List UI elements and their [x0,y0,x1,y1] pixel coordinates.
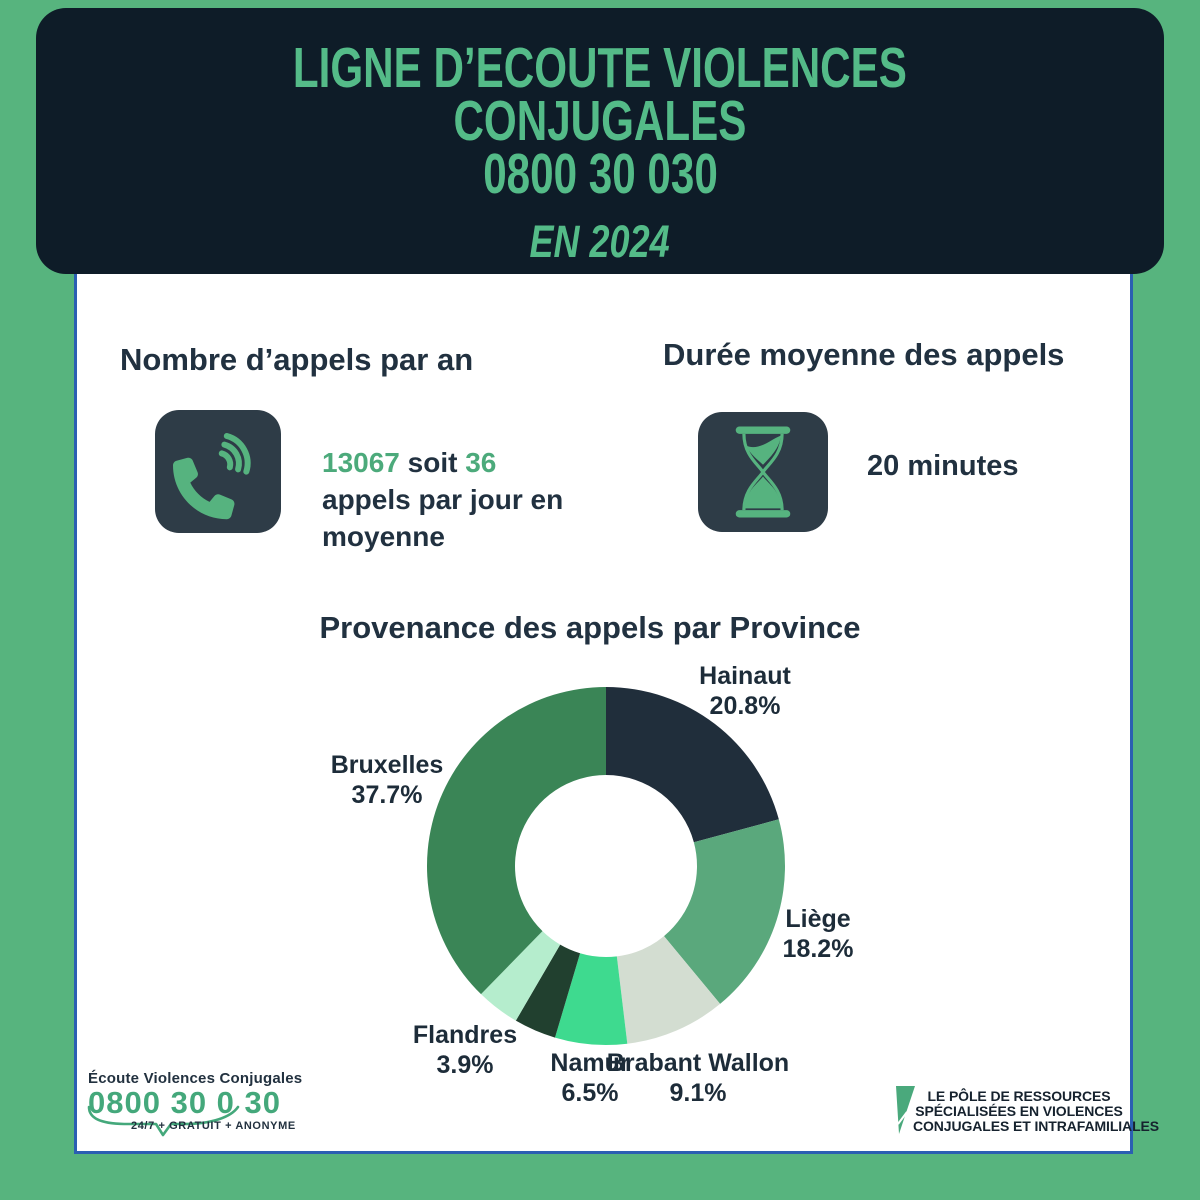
duration-heading: Durée moyenne des appels [663,337,1065,372]
chart-label-brabant-wallon [607,1048,789,1108]
chart-label-hainaut [699,661,791,721]
chart-label-namur [550,1048,629,1108]
chart-label-name: Flandres [412,1021,518,1049]
chart-label-name: Hainaut [699,662,791,690]
chart-label-bruxelles [331,750,444,810]
year-subtitle: EN 2024 [529,216,671,267]
chart-label-pct: 37.7% [351,781,423,809]
chart-label-pct: 18.2% [782,935,854,963]
chart-label-flandres [413,1020,517,1080]
left-logo-phone-number: 0800 30 0 30 [88,1085,282,1120]
chart-label-pct: 6.5% [561,1079,619,1107]
calls-connector: soit [407,447,458,478]
calls-per-year-value: 13067 [322,447,400,478]
chart-label-name: Namur [550,1049,630,1077]
right-logo-text [913,1088,1159,1134]
donut-segment-bruxelles [427,687,606,994]
chart-title: Provenance des appels par Province [319,610,861,645]
left-logo-title: Écoute Violences Conjugales [88,1070,303,1087]
chart-label-pct: 3.9% [436,1051,494,1079]
right-logo-line2: SPÉCIALISÉES EN VIOLENCES [915,1103,1123,1119]
left-logo-tagline: 24/7 + GRATUIT + ANONYME [131,1120,296,1132]
chart-label-name: Liège [785,905,851,933]
calls-heading: Nombre d’appels par an [120,342,474,377]
main-title-line2: CONJUGALES [453,89,747,153]
calls-rest-text: appels par jour en moyenne [322,484,564,552]
main-title-line3: 0800 30 030 [482,142,718,206]
chart-label-pct: 20.8% [709,692,781,720]
header-banner [36,8,1164,274]
chart-label-liege [783,904,854,964]
calls-value-text [322,444,580,555]
calls-per-day-value: 36 [465,447,497,478]
chart-label-name: Brabant Wallon [606,1049,790,1077]
main-title-line1: LIGNE D’ECOUTE VIOLENCES [292,36,908,100]
phone-icon [170,424,266,520]
hourglass-icon [717,422,809,522]
right-logo-line3: CONJUGALES ET INTRAFAMILIALES [913,1118,1159,1134]
phone-icon-tile [155,410,281,533]
right-logo-line1: LE PÔLE DE RESSOURCES [927,1088,1111,1104]
duration-value: 20 minutes [867,450,1019,482]
donut-chart [416,676,796,1056]
hourglass-icon-tile [698,412,828,532]
chart-label-name: Bruxelles [330,751,444,779]
chart-label-pct: 9.1% [669,1079,727,1107]
